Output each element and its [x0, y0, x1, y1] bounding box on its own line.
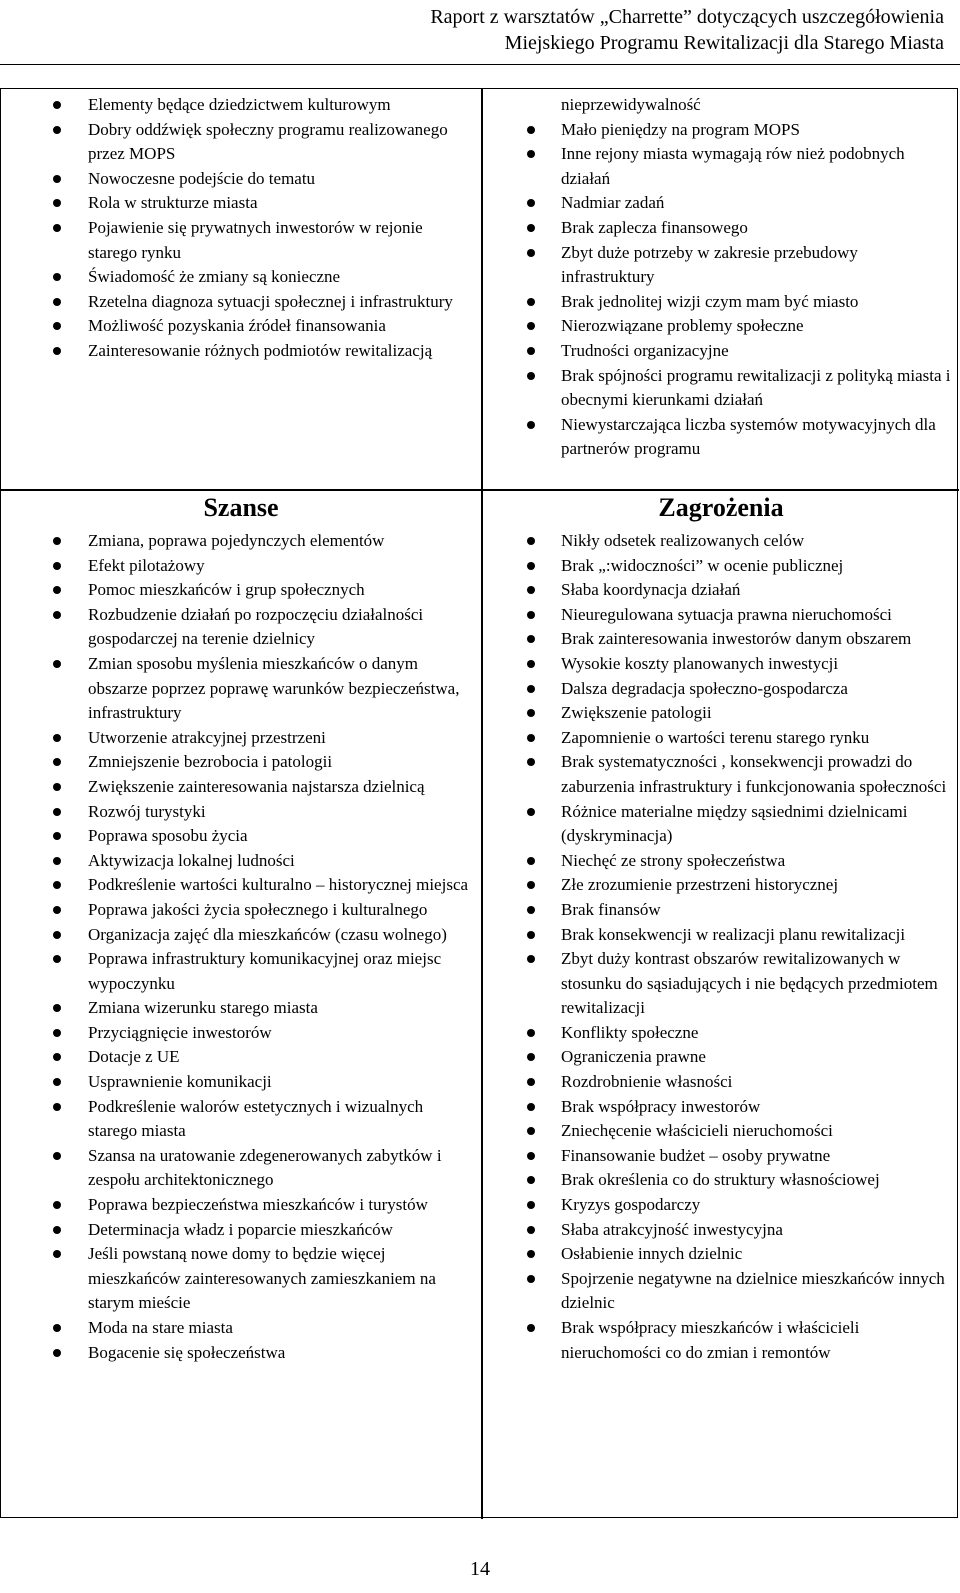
- strength-item-text: Dobry oddźwięk społeczny programu realizowanego przez MOPS: [88, 119, 448, 164]
- strength-item-text: Rola w strukturze miasta: [88, 193, 258, 213]
- opportunity-item: [1, 750, 481, 775]
- bullet-icon: [527, 537, 535, 545]
- threat-item-text: Nieuregulowana sytuacja prawna nieruchomości: [561, 604, 892, 624]
- bullet-icon: [527, 709, 535, 717]
- strengths-cell: [1, 89, 481, 491]
- threat-item: [483, 1045, 959, 1070]
- threat-item: [483, 873, 959, 898]
- strength-item-text: Elementy będące dziedzictwem kulturowym: [88, 95, 391, 114]
- threat-item: [483, 652, 959, 677]
- bullet-icon: [53, 758, 61, 766]
- bullet-icon: [53, 1349, 61, 1357]
- strength-item: [1, 314, 481, 339]
- threat-item: [483, 701, 959, 726]
- weakness-item: [483, 241, 959, 290]
- bullet-icon: [527, 322, 535, 330]
- opportunity-item-text: Poprawa sposobu życia: [88, 826, 248, 846]
- opportunity-item-text: Podkreślenie walorów estetycznych i wizualnych starego miasta: [88, 1096, 424, 1141]
- weakness-item-text: Brak zaplecza finansowego: [561, 217, 748, 237]
- bullet-icon: [527, 1201, 535, 1209]
- threat-item: [483, 726, 959, 751]
- strength-item-text: Nowoczesne podejście do tematu: [88, 168, 316, 188]
- opportunity-item-text: Zwiększenie zainteresowania najstarsza dzielnicą: [88, 776, 425, 796]
- bullet-icon: [527, 249, 535, 257]
- weakness-item: [483, 118, 959, 143]
- opportunity-item: [1, 923, 481, 948]
- opportunity-item: [1, 529, 481, 554]
- header-line-2: Miejskiego Programu Rewitalizacji dla Starego Miasta: [504, 32, 944, 54]
- bullet-icon: [527, 1029, 535, 1037]
- threat-item: [483, 1070, 959, 1095]
- threat-item-text: Niechęć ze strony społeczeństwa: [561, 850, 786, 870]
- threat-item: [483, 529, 959, 554]
- bullet-icon: [527, 1078, 535, 1086]
- opportunities-title: Szanse: [203, 493, 279, 522]
- threat-item: [483, 554, 959, 579]
- threat-item: [483, 1119, 959, 1144]
- threat-item-text: Zniechęcenie właścicieli nieruchomości: [561, 1121, 833, 1141]
- opportunity-item: [1, 554, 481, 579]
- threat-item-text: Zwiększenie patologii: [561, 703, 712, 723]
- weakness-item-text: Brak spójności programu rewitalizacji z polityką miasta i obecnymi kierunkami działań: [561, 365, 951, 410]
- opportunity-item-text: Organizacja zajęć dla mieszkańców (czasu wolnego): [88, 924, 447, 944]
- threat-item-text: Finansowanie budżet – osoby prywatne: [561, 1145, 831, 1165]
- bullet-icon: [53, 906, 61, 914]
- threat-item-text: Słaba koordynacja działań: [561, 580, 741, 600]
- header-rule: [0, 64, 960, 65]
- bullet-icon: [527, 635, 535, 643]
- bullet-icon: [527, 685, 535, 693]
- opportunity-item: [1, 1218, 481, 1243]
- threat-item-text: Nikły odsetek realizowanych celów: [561, 531, 805, 550]
- opportunity-item: [1, 1070, 481, 1095]
- threat-item: [483, 677, 959, 702]
- bullet-icon: [53, 611, 61, 619]
- bullet-icon: [53, 1078, 61, 1086]
- opportunity-item: [1, 652, 481, 726]
- bullet-icon: [527, 758, 535, 766]
- threat-item: [483, 578, 959, 603]
- threat-item: [483, 1218, 959, 1243]
- opportunity-item: [1, 1193, 481, 1218]
- bullet-icon: [53, 783, 61, 791]
- opportunity-item: [1, 824, 481, 849]
- weakness-item: [483, 191, 959, 216]
- bullet-icon: [53, 734, 61, 742]
- bullet-icon: [53, 1004, 61, 1012]
- bullet-icon: [527, 1176, 535, 1184]
- weakness-item: [483, 314, 959, 339]
- threat-item-text: Brak finansów: [561, 899, 661, 919]
- bullet-icon: [527, 857, 535, 865]
- weakness-item: [483, 364, 959, 413]
- document-header: [44, 4, 944, 56]
- threat-item-text: Brak zainteresowania inwestorów danym obszarem: [561, 629, 912, 649]
- bullet-icon: [527, 586, 535, 594]
- bullet-icon: [53, 1250, 61, 1258]
- opportunity-item: [1, 849, 481, 874]
- bullet-icon: [527, 298, 535, 306]
- bullet-icon: [527, 881, 535, 889]
- bullet-icon: [53, 562, 61, 570]
- threat-item-text: Spojrzenie negatywne na dzielnice mieszkańców innych dzielnic: [561, 1268, 945, 1313]
- opportunity-item: [1, 1045, 481, 1070]
- threat-item-text: Rozdrobnienie własności: [561, 1072, 733, 1092]
- weakness-item: [483, 216, 959, 241]
- threat-item: [483, 1193, 959, 1218]
- threat-item: [483, 750, 959, 799]
- opportunity-item-text: Zmniejszenie bezrobocia i patologii: [88, 752, 333, 772]
- opportunity-item-text: Jeśli powstaną nowe domy to będzie więcej mieszkańców zainteresowanych zamieszkaniem na starym mieście: [88, 1244, 436, 1313]
- threat-item-text: Dalsza degradacja społeczno-gospodarcza: [561, 678, 848, 698]
- threat-item-text: Zapomnienie o wartości terenu starego rynku: [561, 727, 870, 747]
- threats-cell: [481, 491, 959, 1519]
- strength-item: [1, 265, 481, 290]
- strengths-list: [1, 93, 481, 364]
- weakness-continuation: nieprzewidywalność: [561, 95, 701, 114]
- bullet-icon: [53, 857, 61, 865]
- opportunity-item: [1, 898, 481, 923]
- threat-item-text: Złe zrozumienie przestrzeni historycznej: [561, 875, 839, 895]
- threat-item: [483, 1021, 959, 1046]
- threat-item-text: Brak współpracy inwestorów: [561, 1096, 761, 1116]
- opportunity-item-text: Rozwój turystyki: [88, 801, 206, 821]
- threat-item-text: Konflikty społeczne: [561, 1022, 699, 1042]
- threat-item-text: Brak współpracy mieszkańców i właścicieli nieruchomości co do zmian i remontów: [561, 1318, 860, 1362]
- strength-item: [1, 167, 481, 192]
- threat-item-text: Wysokie koszty planowanych inwestycji: [561, 653, 839, 673]
- bullet-icon: [53, 224, 61, 232]
- threat-item: [483, 603, 959, 628]
- bullet-icon: [527, 955, 535, 963]
- bullet-icon: [527, 347, 535, 355]
- opportunities-list: [1, 529, 481, 1365]
- opportunity-item: [1, 603, 481, 652]
- opportunity-item-text: Zmiana wizerunku starego miasta: [88, 998, 318, 1018]
- opportunity-item: [1, 996, 481, 1021]
- weakness-item-text: Nierozwiązane problemy społeczne: [561, 316, 804, 336]
- opportunity-item: [1, 1021, 481, 1046]
- bullet-icon: [53, 1053, 61, 1061]
- weakness-item-text: Brak jednolitej wizji czym mam być miasto: [561, 291, 859, 311]
- threat-item: [483, 1316, 959, 1365]
- threat-item-text: Ograniczenia prawne: [561, 1047, 706, 1067]
- opportunity-item-text: Zmiana, poprawa pojedynczych elementów: [88, 531, 385, 550]
- opportunity-item: [1, 1095, 481, 1144]
- bullet-icon: [527, 1103, 535, 1111]
- bullet-icon: [53, 199, 61, 207]
- threat-item: [483, 627, 959, 652]
- opportunity-item-text: Poprawa bezpieczeństwa mieszkańców i turystów: [88, 1195, 428, 1215]
- bullet-icon: [53, 1152, 61, 1160]
- bullet-icon: [527, 1275, 535, 1283]
- weakness-item-text: Zbyt duże potrzeby w zakresie przebudowy infrastruktury: [561, 242, 858, 287]
- opportunity-item: [1, 1316, 481, 1341]
- opportunity-item: [1, 578, 481, 603]
- bullet-icon: [53, 931, 61, 939]
- strength-item: [1, 339, 481, 364]
- opportunity-item-text: Zmian sposobu myślenia mieszkańców o danym obszarze poprzez poprawę warunków bezpieczeństwa, infrastruktury: [88, 653, 460, 723]
- bullet-icon: [527, 808, 535, 816]
- opportunity-item-text: Determinacja władz i poparcie mieszkańców: [88, 1219, 393, 1239]
- threat-item-text: Różnice materialne między sąsiednimi dzielnicami (dyskryminacja): [561, 801, 908, 846]
- threat-item-text: Osłabienie innych dzielnic: [561, 1244, 743, 1264]
- threat-item: [483, 1242, 959, 1267]
- opportunity-item-text: Dotacje z UE: [88, 1047, 180, 1067]
- strength-item: [1, 118, 481, 167]
- opportunity-item-text: Pomoc mieszkańców i grup społecznych: [88, 580, 365, 600]
- bullet-icon: [527, 906, 535, 914]
- threat-item-text: Brak „:widoczności” w ocenie publicznej: [561, 555, 844, 575]
- threat-item: [483, 800, 959, 849]
- weakness-item-text: Trudności organizacyjne: [561, 340, 729, 360]
- opportunity-item-text: Usprawnienie komunikacji: [88, 1072, 272, 1092]
- bullet-icon: [53, 881, 61, 889]
- strength-item: [1, 93, 481, 118]
- opportunity-item-text: Poprawa jakości życia społecznego i kulturalnego: [88, 899, 428, 919]
- bullet-icon: [527, 1226, 535, 1234]
- bullet-icon: [53, 101, 61, 109]
- threat-item-text: Zbyt duży kontrast obszarów rewitalizowanych w stosunku do sąsiadujących i nie będących przedmiotem rewitalizacji: [561, 949, 938, 1018]
- strength-item-text: Rzetelna diagnoza sytuacji społecznej i infrastruktury: [88, 291, 453, 311]
- threat-item-text: Brak systematyczności , konsekwencji prowadzi do zaburzenia infrastruktury i funkcjonowania społeczności: [561, 752, 947, 796]
- opportunity-item: [1, 726, 481, 751]
- threat-item-text: Brak konsekwencji w realizacji planu rewitalizacji: [561, 924, 906, 944]
- threat-item: [483, 947, 959, 1021]
- threats-title: Zagrożenia: [658, 493, 784, 522]
- weaknesses-list: [483, 93, 959, 462]
- bullet-icon: [53, 955, 61, 963]
- bullet-icon: [53, 1226, 61, 1234]
- threat-item: [483, 1144, 959, 1169]
- threat-item-text: Słaba atrakcyjność inwestycyjna: [561, 1219, 783, 1239]
- threat-item: [483, 923, 959, 948]
- weakness-item-text: Inne rejony miasta wymagają rów nież podobnych działań: [561, 144, 905, 188]
- bullet-icon: [53, 175, 61, 183]
- bullet-icon: [527, 611, 535, 619]
- header-line-1: Raport z warsztatów „Charrette” dotyczących uszczegółowienia: [430, 6, 944, 28]
- opportunity-item-text: Aktywizacja lokalnej ludności: [88, 850, 295, 870]
- bullet-icon: [53, 347, 61, 355]
- strength-item-text: Pojawienie się prywatnych inwestorów w rejonie starego rynku: [88, 217, 423, 262]
- bullet-icon: [53, 273, 61, 281]
- opportunity-item-text: Utworzenie atrakcyjnej przestrzeni: [88, 727, 326, 747]
- bullet-icon: [53, 298, 61, 306]
- bullet-icon: [527, 931, 535, 939]
- bullet-icon: [527, 1250, 535, 1258]
- weakness-item-text: Mało pieniędzy na program MOPS: [561, 119, 800, 139]
- weakness-item: [483, 290, 959, 315]
- bullet-icon: [527, 224, 535, 232]
- bullet-icon: [527, 372, 535, 380]
- opportunity-item: [1, 947, 481, 996]
- bullet-icon: [53, 322, 61, 330]
- strength-item-text: Świadomość że zmiany są konieczne: [88, 267, 341, 287]
- bullet-icon: [53, 1103, 61, 1111]
- bullet-icon: [53, 537, 61, 545]
- bullet-icon: [53, 832, 61, 840]
- opportunity-item-text: Poprawa infrastruktury komunikacyjnej oraz miejsc wypoczynku: [88, 949, 442, 993]
- weakness-item: [483, 339, 959, 364]
- opportunity-item-text: Efekt pilotażowy: [88, 555, 205, 575]
- bullet-icon: [53, 660, 61, 668]
- bullet-icon: [53, 126, 61, 134]
- swot-table: [0, 88, 958, 1518]
- threats-list: [483, 529, 959, 1365]
- threat-item: [483, 1095, 959, 1120]
- opportunity-item: [1, 1144, 481, 1193]
- opportunity-item-text: Rozbudzenie działań po rozpoczęciu działalności gospodarczej na terenie dzielnicy: [88, 604, 424, 649]
- page-number: 14: [470, 1558, 490, 1580]
- bullet-icon: [53, 1029, 61, 1037]
- opportunity-item-text: Przyciągnięcie inwestorów: [88, 1022, 272, 1042]
- bullet-icon: [53, 1201, 61, 1209]
- strength-item: [1, 216, 481, 265]
- strength-item: [1, 290, 481, 315]
- threat-item-text: Brak określenia co do struktury własnościowej: [561, 1170, 880, 1190]
- weakness-item-text: Nadmiar zadań: [561, 193, 665, 213]
- weakness-item: [483, 142, 959, 191]
- threat-item: [483, 849, 959, 874]
- bullet-icon: [527, 421, 535, 429]
- bullet-icon: [527, 199, 535, 207]
- bullet-icon: [527, 1127, 535, 1135]
- threat-item: [483, 1168, 959, 1193]
- threat-item: [483, 898, 959, 923]
- opportunities-cell: [1, 491, 481, 1519]
- threat-item: [483, 1267, 959, 1316]
- bullet-icon: [527, 1053, 535, 1061]
- opportunity-item: [1, 873, 481, 898]
- opportunity-item: [1, 1341, 481, 1366]
- opportunity-item-text: Szansa na uratowanie zdegenerowanych zabytków i zespołu architektonicznego: [88, 1145, 442, 1190]
- weakness-item-text: Niewystarczająca liczba systemów motywacyjnych dla partnerów programu: [561, 414, 936, 459]
- bullet-icon: [53, 808, 61, 816]
- bullet-icon: [527, 150, 535, 158]
- bullet-icon: [53, 586, 61, 594]
- strength-item: [1, 191, 481, 216]
- strength-item-text: Zainteresowanie różnych podmiotów rewitalizacją: [88, 340, 433, 360]
- opportunity-item: [1, 1242, 481, 1316]
- opportunity-item: [1, 800, 481, 825]
- opportunity-item-text: Podkreślenie wartości kulturalno – historycznej miejsca: [88, 875, 469, 895]
- opportunity-item: [1, 775, 481, 800]
- bullet-icon: [527, 562, 535, 570]
- bullet-icon: [527, 1324, 535, 1332]
- opportunity-item-text: Bogacenie się społeczeństwa: [88, 1342, 286, 1362]
- bullet-icon: [527, 1152, 535, 1160]
- weakness-item: [483, 413, 959, 462]
- bullet-icon: [527, 660, 535, 668]
- weaknesses-cell: [481, 89, 959, 491]
- strength-item-text: Możliwość pozyskania źródeł finansowania: [88, 316, 386, 336]
- bullet-icon: [527, 126, 535, 134]
- bullet-icon: [527, 734, 535, 742]
- opportunity-item-text: Moda na stare miasta: [88, 1318, 233, 1337]
- threat-item-text: Kryzys gospodarczy: [561, 1195, 701, 1215]
- bullet-icon: [53, 1324, 61, 1332]
